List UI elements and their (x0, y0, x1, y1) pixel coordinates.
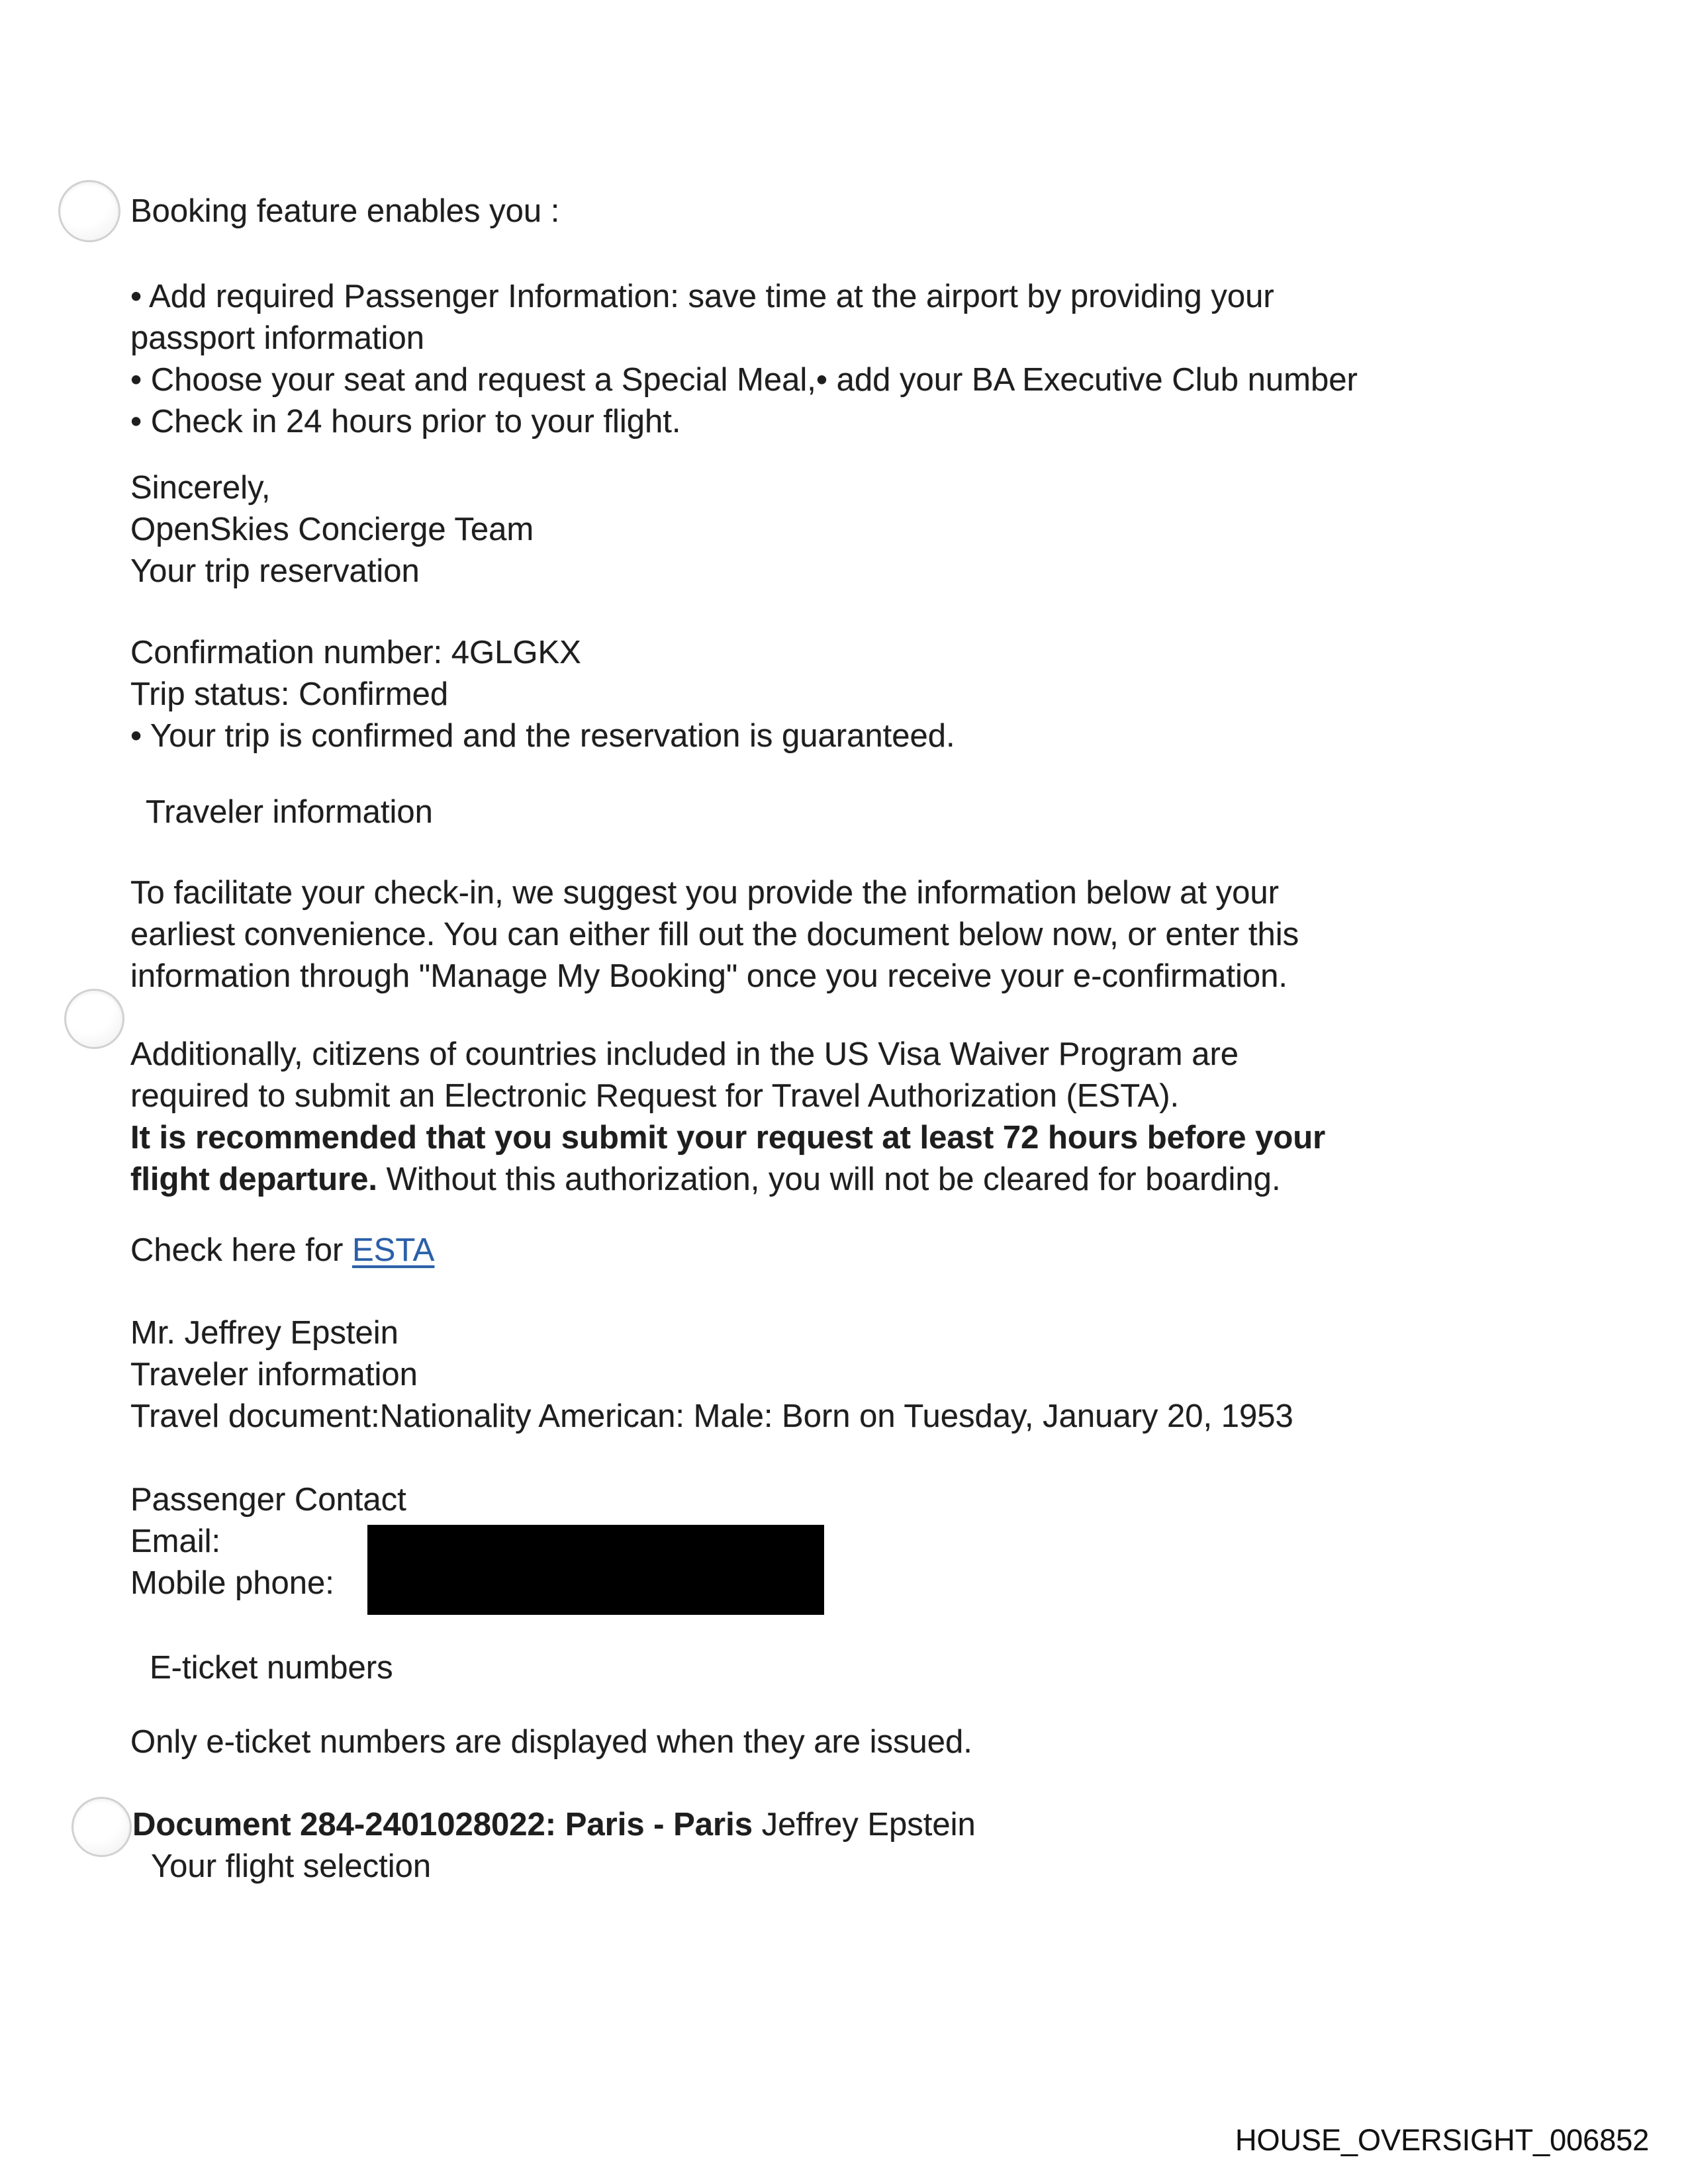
mobile-phone-label: Mobile phone: (130, 1565, 334, 1601)
flight-document-line (132, 1804, 976, 1846)
esta-line-2: required to submit an Electronic Request for Travel Authorization (ESTA). (130, 1078, 1180, 1114)
checkin-paragraph (130, 872, 1299, 997)
booking-feature-bullets (130, 276, 1358, 443)
hole-punch-mark-bottom (71, 1797, 132, 1857)
eticket-numbers-heading: E-ticket numbers (150, 1650, 393, 1686)
hole-punch-mark-top (58, 180, 120, 242)
traveler-information-heading: Traveler information (146, 794, 433, 830)
bullet-passenger-info: • Add required Passenger Information: save time at the airport by providing your (130, 279, 1274, 314)
signature-block (130, 467, 534, 592)
flight-document-number: Document 284-2401028022: Paris - Paris (132, 1807, 753, 1843)
esta-line-1: Additionally, citizens of countries included in the US Visa Waiver Program are (130, 1036, 1239, 1072)
confirmation-number: Confirmation number: 4GLGKX (130, 635, 581, 670)
trip-status: Trip status: Confirmed (130, 676, 449, 712)
check-here-line (130, 1230, 434, 1271)
trip-confirmed-note: • Your trip is confirmed and the reservation is guaranteed. (130, 718, 955, 754)
esta-line-4 (130, 1159, 1325, 1201)
traveler-info-label: Traveler information (130, 1357, 418, 1392)
redaction-block (367, 1525, 824, 1615)
bullet-passenger-info-wrap: passport information (130, 320, 424, 356)
passenger-contact-block (130, 1479, 406, 1604)
hole-punch-mark-middle (64, 989, 124, 1049)
checkin-line-3: information through "Manage My Booking" once you receive your e-confirmation. (130, 958, 1288, 994)
esta-paragraph (130, 1034, 1325, 1201)
email-label: Email: (130, 1524, 221, 1559)
signature-trip-reservation: Your trip reservation (130, 553, 420, 589)
bates-number: HOUSE_OVERSIGHT_006852 (1235, 2123, 1650, 2157)
booking-feature-heading: Booking feature enables you : (130, 193, 560, 229)
eticket-note: Only e-ticket numbers are displayed when they are issued. (130, 1724, 972, 1760)
traveler-name: Mr. Jeffrey Epstein (130, 1315, 399, 1351)
confirmation-block (130, 632, 955, 757)
checkin-line-1: To facilitate your check-in, we suggest you provide the information below at your (130, 875, 1279, 911)
bullet-seat-meal: • Choose your seat and request a Special Meal,• add your BA Executive Club number (130, 362, 1358, 398)
traveler-details-block (130, 1312, 1293, 1437)
esta-line-4-regular: Without this authorization, you will not be cleared for boarding. (377, 1161, 1281, 1197)
signature-sincerely: Sincerely, (130, 470, 271, 506)
travel-document-line: Travel document:Nationality American: Male: Born on Tuesday, January 20, 1953 (130, 1398, 1293, 1434)
esta-link[interactable]: ESTA (352, 1232, 435, 1268)
bullet-checkin-24h: • Check in 24 hours prior to your flight. (130, 404, 681, 439)
signature-team: OpenSkies Concierge Team (130, 512, 534, 547)
esta-line-4-bold: flight departure. (130, 1161, 377, 1197)
esta-line-3-bold: It is recommended that you submit your request at least 72 hours before your (130, 1120, 1326, 1156)
flight-document-passenger: Jeffrey Epstein (752, 1807, 976, 1843)
passenger-contact-heading: Passenger Contact (130, 1482, 406, 1518)
check-here-prefix: Check here for (130, 1232, 352, 1268)
flight-selection-label: Your flight selection (151, 1848, 432, 1884)
checkin-line-2: earliest convenience. You can either fill out the document below now, or enter this (130, 917, 1299, 952)
